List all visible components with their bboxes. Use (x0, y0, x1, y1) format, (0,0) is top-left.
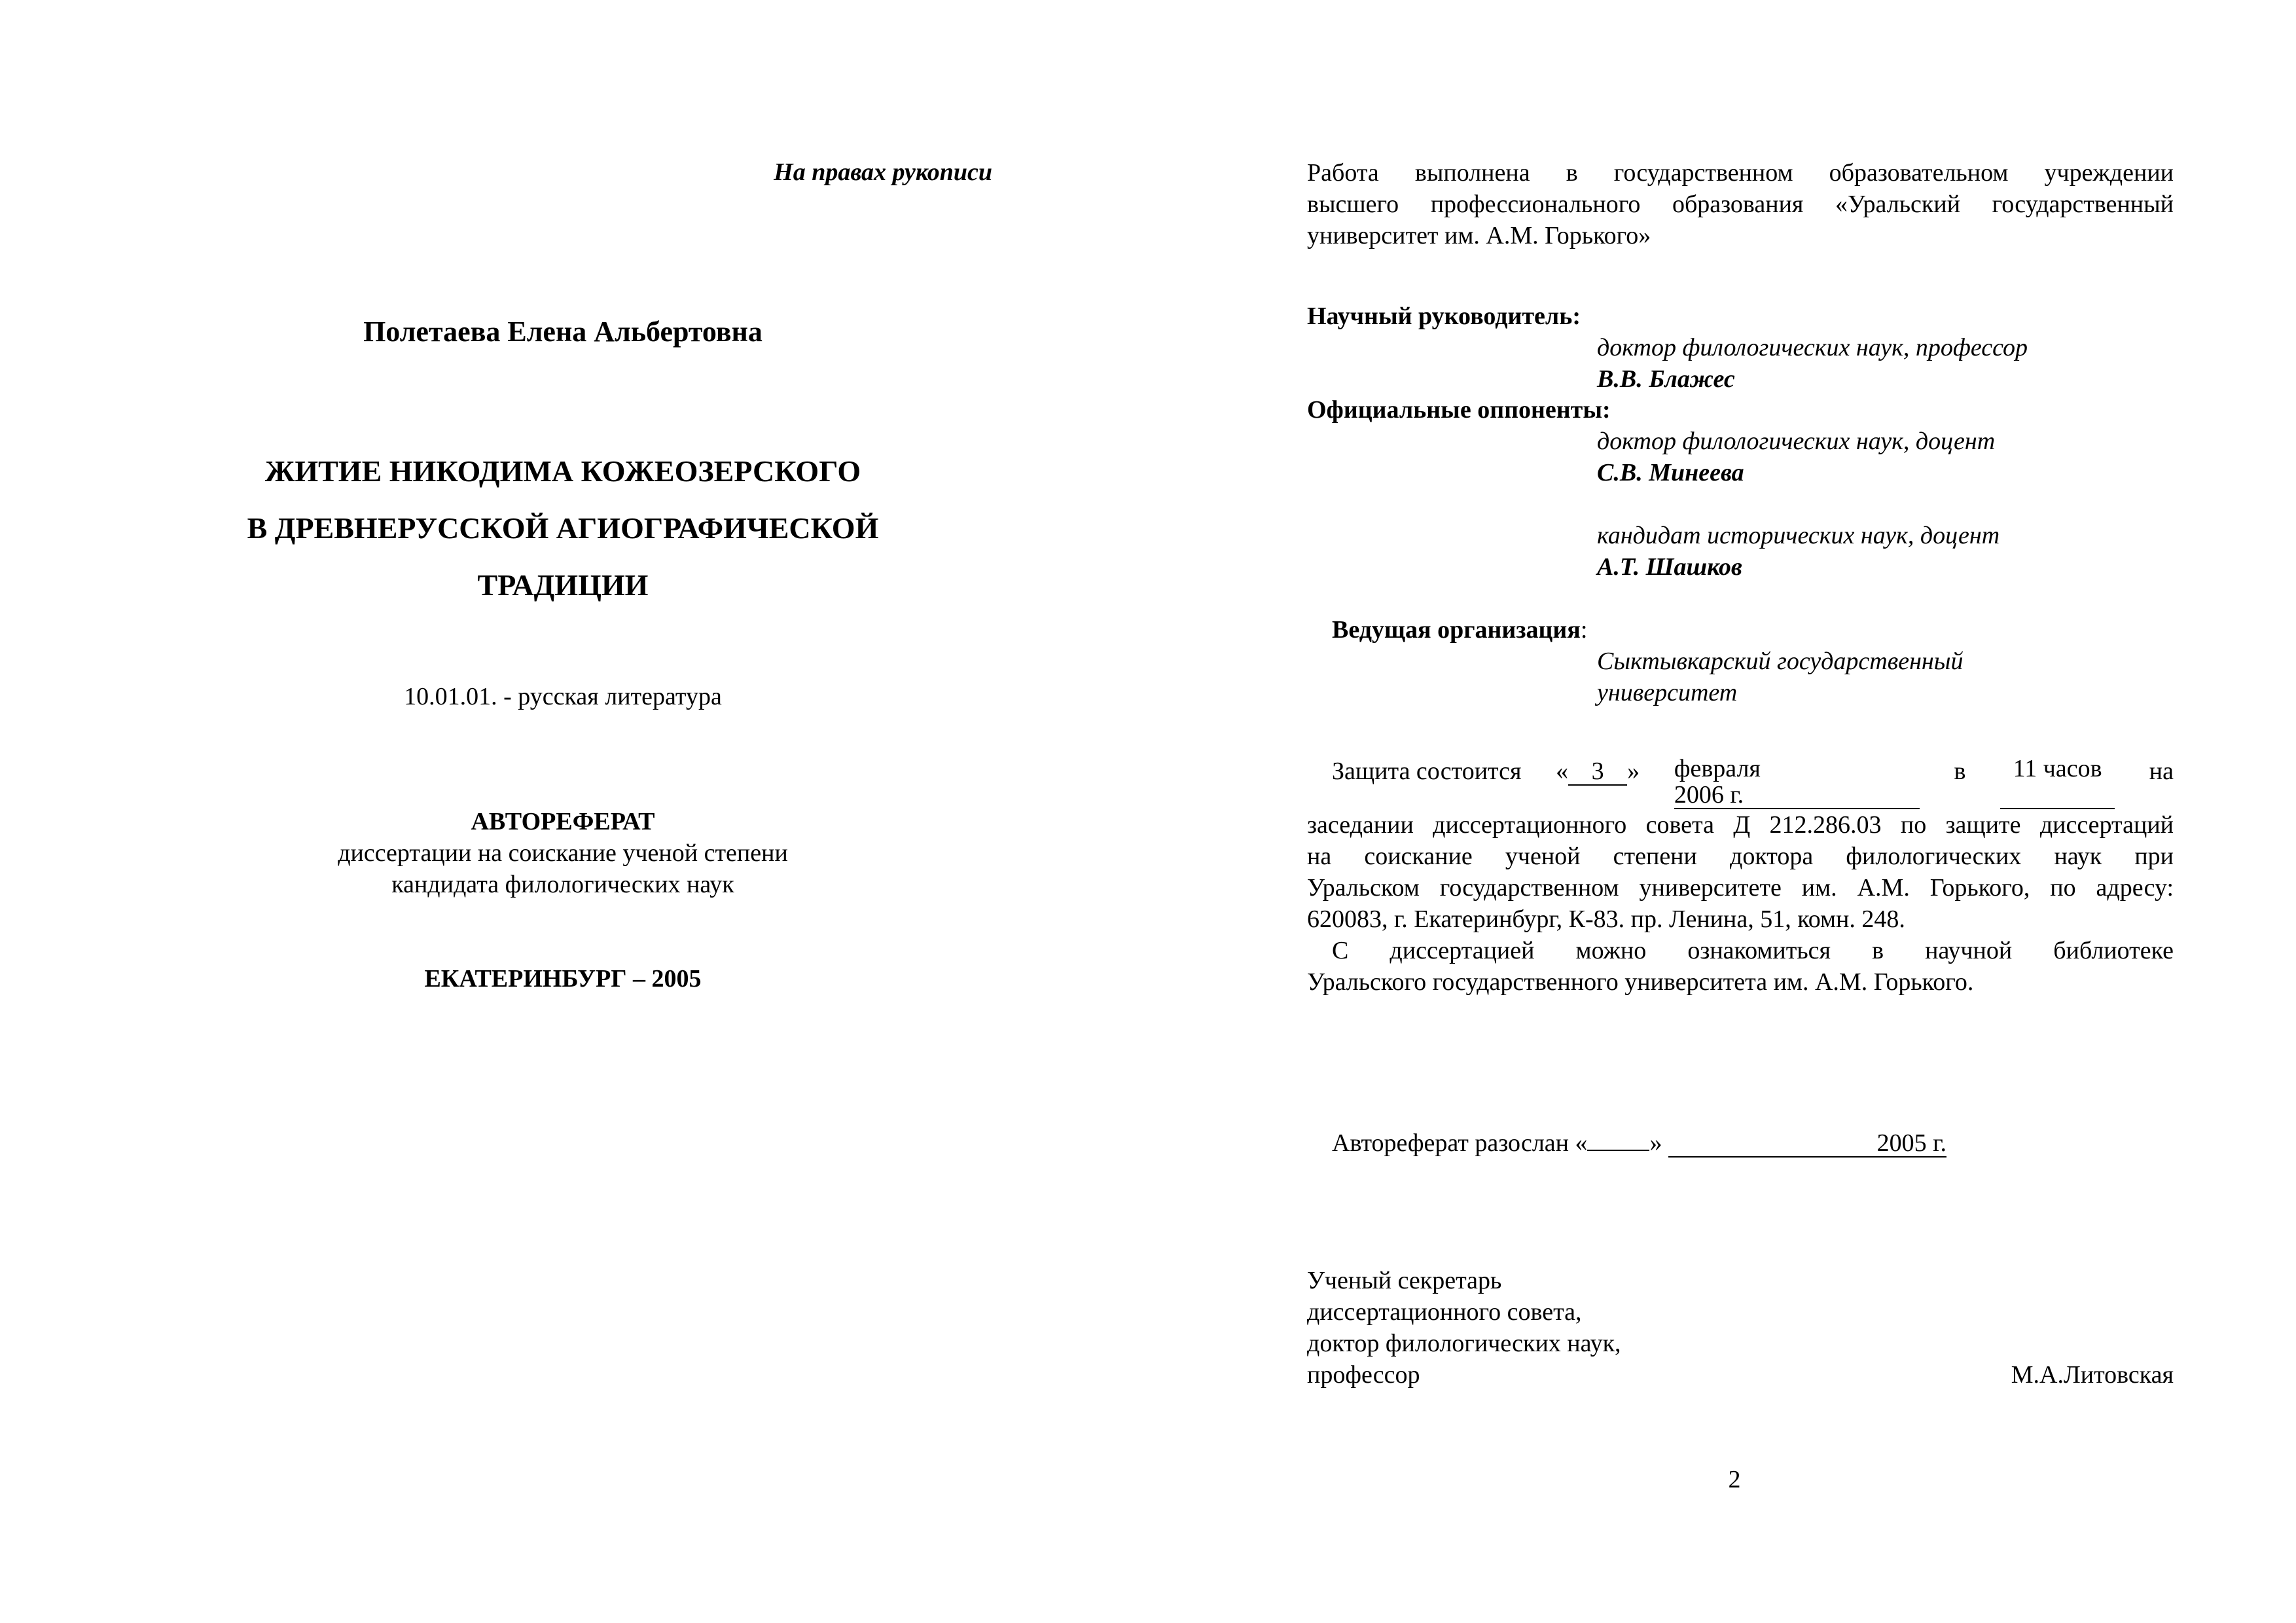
institution-line-3: университет им. А.М. Горького» (1307, 222, 1651, 249)
defense-na: на (2149, 757, 2174, 785)
author-name: Полетаева Елена Альбертовна (363, 316, 762, 348)
rights-note: На правах рукописи (774, 158, 992, 186)
secretary-name: М.А.Литовская (2011, 1361, 2174, 1389)
thesis-title-line-2: В ДРЕВНЕРУССКОЙ АГИОГРАФИЧЕСКОЙ (247, 511, 879, 545)
opponent-1-name: С.В. Минеева (1597, 459, 1744, 486)
defense-intro: Защита состоится (1332, 757, 1522, 785)
thesis-title (170, 443, 956, 613)
opponent-1-title: доктор филологических наук, доцент (1597, 428, 1996, 455)
library-line-2: Уральского государственного университета им. А.М. Горького. (1307, 968, 1974, 996)
secretary-line-3: доктор филологических наук, (1307, 1330, 1621, 1357)
specialty-code: 10.01.01. - русская литература (404, 683, 722, 710)
defense-day: 3 (1568, 758, 1627, 786)
leading-org-label-text: Ведущая организация (1332, 616, 1581, 644)
sent-quote-open: « (1575, 1129, 1588, 1157)
secretary-block (1307, 1265, 2174, 1391)
institution-line-2: высшего профессионального образования «Уральский государственный (1307, 191, 2174, 218)
defense-in: в (1954, 757, 1966, 785)
doc-type: АВТОРЕФЕРАТ (471, 808, 655, 835)
secretary-title: профессор (1307, 1361, 1420, 1389)
secretary-line-4 (1307, 1359, 2174, 1391)
leading-org-label (1332, 614, 1587, 646)
opponent-2-name: А.Т. Шашков (1597, 553, 1742, 581)
defense-quote-close: » (1627, 757, 1640, 785)
thesis-title-line-3: ТРАДИЦИИ (477, 568, 649, 602)
defense-first-line (1307, 756, 2174, 809)
opponent-2-title: кандидат исторических наук, доцент (1597, 522, 2000, 549)
library-line-1: С диссертацией можно ознакомиться в научной библиотеке (1332, 937, 2174, 964)
supervisor-name: В.В. Блажес (1597, 365, 1735, 393)
sent-label: Автореферат разослан (1332, 1129, 1569, 1157)
sent-year: 2005 г. (1668, 1130, 1946, 1158)
secretary-line-2: диссертационного совета, (1307, 1298, 1582, 1326)
supervisor-title: доктор филологических наук, профессор (1597, 334, 2028, 361)
sent-quote-close: » (1649, 1129, 1662, 1157)
institution-line-1: Работа выполнена в государственном образовательном учреждении (1307, 159, 2174, 187)
opponents-label: Официальные оппоненты: (1307, 396, 1611, 424)
leading-org-line-1: Сыктывкарский государственный (1597, 647, 1964, 675)
defense-month: февраля (1674, 755, 1761, 782)
city-year: ЕКАТЕРИНБУРГ – 2005 (424, 965, 702, 993)
thesis-title-line-1: ЖИТИЕ НИКОДИМА КОЖЕОЗЕРСКОГО (264, 454, 861, 488)
defense-line-5: 620083, г. Екатеринбург, К-83. пр. Ленина, 51, комн. 248. (1307, 905, 1905, 933)
sent-line (1332, 1123, 1946, 1159)
defense-line-4: Уральском государственном университете им. А.М. Горького, по адресу: (1307, 874, 2174, 902)
defense-month-year (1674, 756, 1920, 809)
defense-line-3: на соискание ученой степени доктора филологических наук при (1307, 843, 2174, 870)
doc-desc-line-1: диссертации на соискание ученой степени (338, 839, 788, 867)
defense-time: 11 часов (2000, 756, 2115, 809)
page-number: 2 (1728, 1466, 1741, 1493)
supervisor-label: Научный руководитель: (1307, 302, 1581, 330)
leading-org-line-2: университет (1597, 679, 1738, 706)
doc-type-block (196, 806, 929, 900)
defense-date (1556, 756, 1640, 809)
defense-quote-open: « (1556, 757, 1569, 785)
secretary-line-1: Ученый секретарь (1307, 1267, 1502, 1294)
sent-day-blank (1587, 1123, 1649, 1151)
defense-line-2: заседании диссертационного совета Д 212.286.03 по защите диссертаций (1307, 811, 2174, 839)
leading-org-colon: : (1580, 616, 1588, 644)
institution-block (1307, 157, 2174, 251)
doc-desc-line-2: кандидата филологических наук (391, 871, 734, 898)
defense-year: 2006 г. (1674, 781, 1744, 809)
defense-block (1307, 756, 2174, 998)
